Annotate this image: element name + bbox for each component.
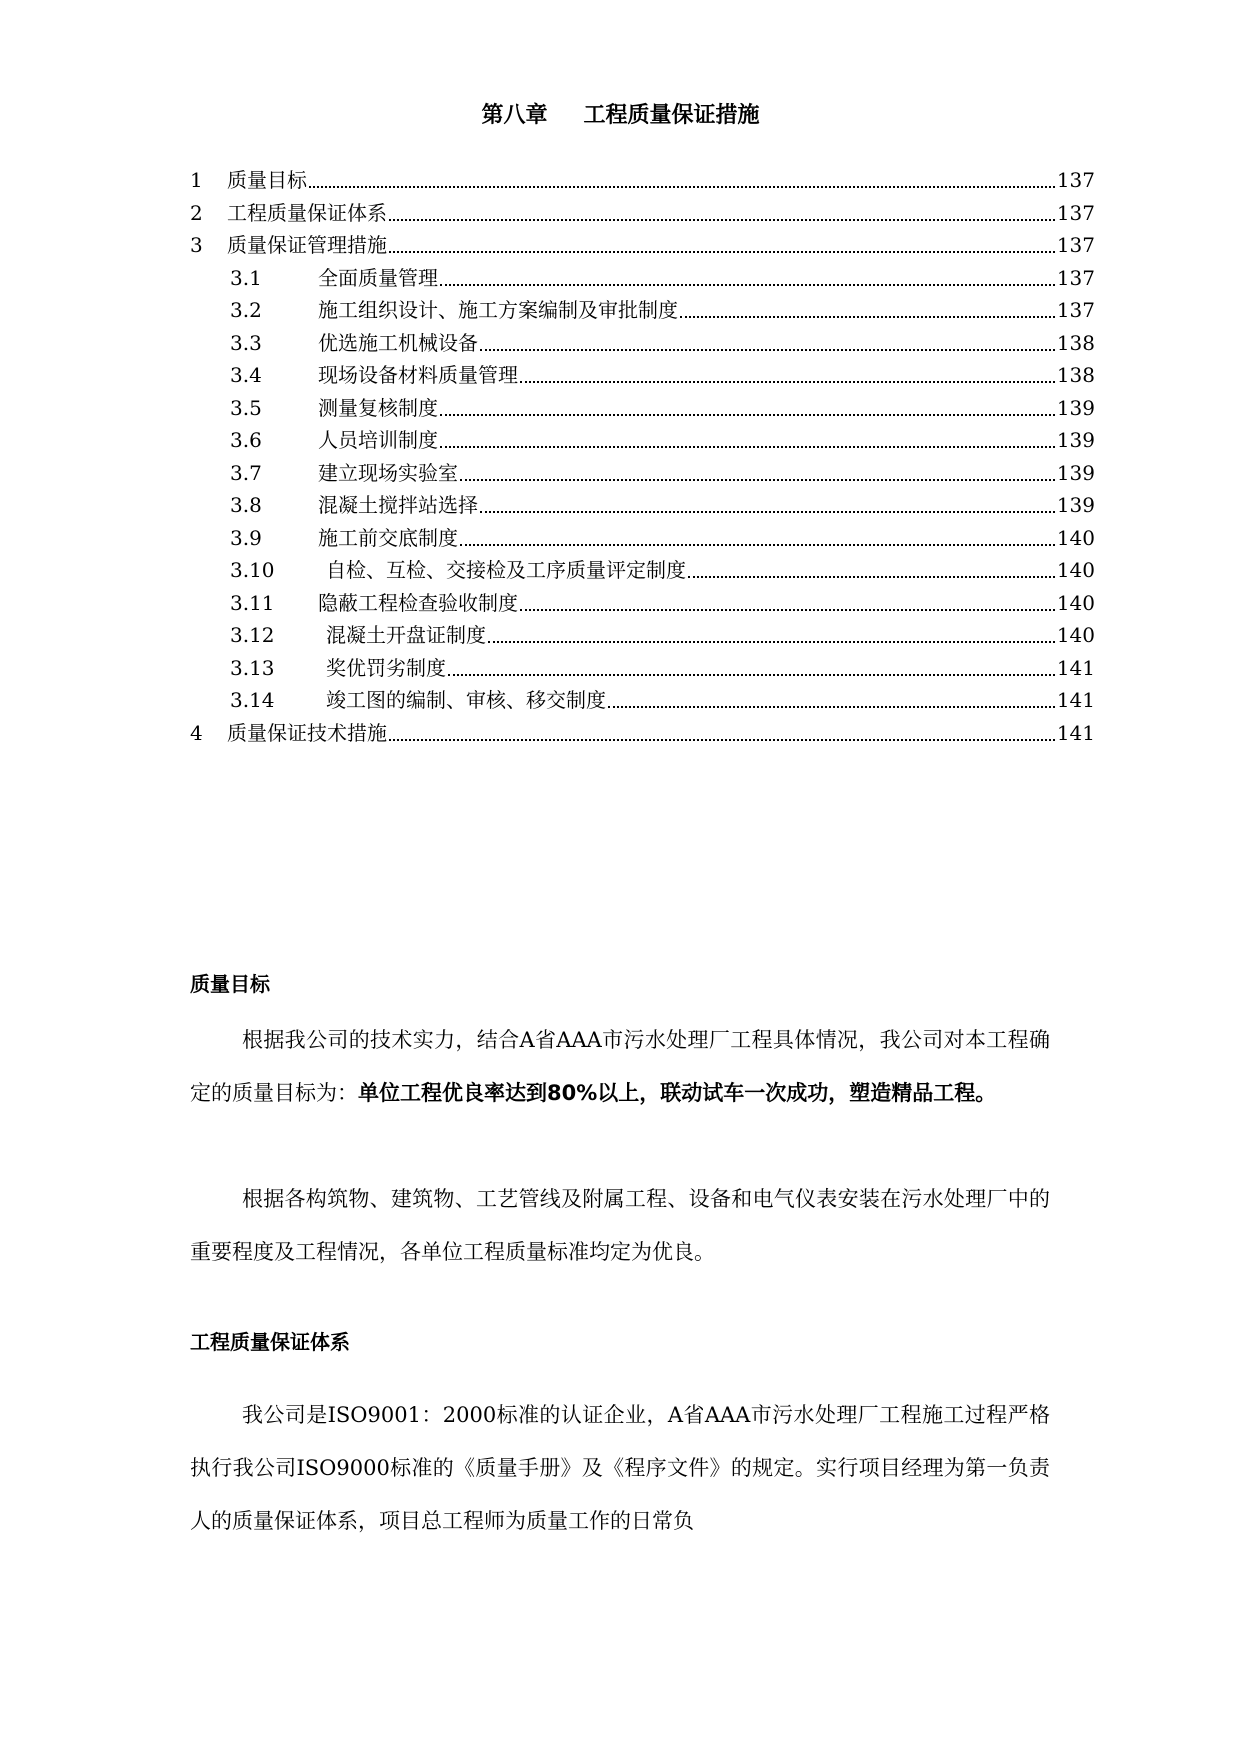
quality-goal-statement: 单位工程优良率达到80%以上，联动试车一次成功，塑造精品工程。 [358,1081,997,1105]
toc-entry[interactable] [190,587,1095,620]
toc-entry-number: 3.6 [230,428,262,452]
toc-entry-number: 3.9 [230,525,262,550]
toc-entry-label: 质量保证管理措施 [227,233,387,257]
toc-entry-number: 3.7 [230,460,262,485]
toc-leader [608,706,1055,708]
toc-leader [460,544,1055,546]
toc-entry[interactable] [190,164,1095,197]
toc-entry[interactable] [190,197,1095,230]
toc-entry-label: 施工组织设计、施工方案编制及审批制度 [318,298,678,322]
toc-entry-label: 建立现场实验室 [318,460,458,485]
toc-entry[interactable] [190,554,1095,587]
section-heading-quality-goal: 质量目标 [190,972,270,996]
toc-leader [440,446,1055,448]
toc-leader [688,576,1055,578]
table-of-contents [190,164,1095,749]
toc-entry-page: 139 [1056,460,1095,485]
toc-entry-number: 1 [190,168,203,192]
chapter-title [0,98,1241,129]
toc-entry-page: 141 [1056,720,1095,745]
toc-entry[interactable] [190,327,1095,360]
toc-entry-label: 隐蔽工程检查验收制度 [318,590,518,615]
toc-entry-page: 140 [1056,590,1095,615]
toc-entry[interactable] [190,522,1095,555]
toc-entry[interactable] [190,457,1095,490]
toc-entry-number: 3.8 [230,493,262,517]
toc-entry-number: 3.2 [230,298,262,322]
chapter-number: 第八章 [481,103,548,128]
toc-entry-page: 139 [1056,493,1095,517]
toc-leader [480,349,1055,351]
toc-entry-page: 140 [1056,623,1095,647]
toc-entry-page: 137 [1056,168,1095,192]
toc-leader [440,414,1055,416]
toc-entry-page: 137 [1056,265,1095,290]
toc-entry-label: 混凝土开盘证制度 [326,623,486,647]
toc-entry-page: 141 [1056,688,1095,712]
toc-entry-number: 3.10 [230,558,275,582]
toc-entry-number: 3.12 [230,623,275,647]
paragraph-assurance-system: 我公司是ISO9001：2000标准的认证企业，A省AAA市污水处理厂工程施工过程严格执行我公司ISO9000标准的《质量手册》及《程序文件》的规定。实行项目经理为第一负责人的质量保证体系，项目总工程师为质量工作的日常负 [190,1403,1050,1533]
toc-leader [389,739,1055,741]
toc-entry-label: 质量保证技术措施 [227,720,387,745]
toc-entry-page: 137 [1056,233,1095,257]
toc-leader [389,219,1055,221]
toc-entry-number: 3.13 [230,655,275,680]
toc-entry-page: 139 [1056,428,1095,452]
chapter-name: 工程质量保证措施 [583,103,760,128]
toc-entry-number: 3.14 [230,688,275,712]
toc-entry[interactable] [190,392,1095,425]
toc-entry[interactable] [190,229,1095,262]
toc-leader [488,641,1055,643]
toc-entry-page: 137 [1056,298,1095,322]
toc-entry-number: 3 [190,233,203,257]
toc-entry-number: 3.5 [230,395,262,420]
toc-leader [680,316,1055,318]
toc-entry-label: 竣工图的编制、审核、移交制度 [326,688,606,712]
toc-entry-number: 3.11 [230,590,275,615]
toc-leader [440,284,1055,286]
toc-leader [389,251,1055,253]
toc-entry-label: 测量复核制度 [318,395,438,420]
toc-entry-label: 施工前交底制度 [318,525,458,550]
toc-entry-label: 自检、互检、交接检及工序质量评定制度 [326,558,686,582]
paragraph-text: 根据我公司的技术实力，结合A省AAA市污水处理厂工程具体情况，我公司对本工程确定的质量目标为： [190,1028,1050,1105]
toc-entry-number: 2 [190,200,203,225]
toc-entry-page: 141 [1056,655,1095,680]
paragraph-quality-goal [190,1014,1050,1120]
toc-entry[interactable] [190,717,1095,750]
toc-entry[interactable] [190,424,1095,457]
toc-entry-page: 139 [1056,395,1095,420]
toc-entry[interactable] [190,359,1095,392]
paragraph-quality-standard: 根据各构筑物、建筑物、工艺管线及附属工程、设备和电气仪表安装在污水处理厂中的重要程度及工程情况，各单位工程质量标准均定为优良。 [190,1187,1050,1264]
toc-entry-page: 140 [1056,525,1095,550]
toc-entry-number: 3.1 [230,265,262,290]
toc-leader [460,479,1055,481]
toc-entry-label: 人员培训制度 [318,428,438,452]
toc-leader [520,609,1055,611]
toc-entry[interactable] [190,489,1095,522]
toc-entry-number: 3.3 [230,330,262,355]
toc-entry[interactable] [190,652,1095,685]
toc-entry-label: 工程质量保证体系 [227,200,387,225]
toc-entry-page: 138 [1056,330,1095,355]
toc-leader [520,381,1055,383]
toc-entry-number: 4 [190,720,203,745]
toc-entry-page: 138 [1056,363,1095,387]
toc-entry-label: 现场设备材料质量管理 [318,363,518,387]
toc-entry-label: 奖优罚劣制度 [326,655,446,680]
toc-entry-page: 140 [1056,558,1095,582]
toc-entry[interactable] [190,262,1095,295]
toc-leader [480,511,1055,513]
toc-entry-label: 质量目标 [227,168,307,192]
toc-entry-page: 137 [1056,200,1095,225]
toc-entry-number: 3.4 [230,363,262,387]
toc-entry[interactable] [190,684,1095,717]
toc-entry[interactable] [190,294,1095,327]
toc-entry[interactable] [190,619,1095,652]
toc-leader [448,674,1055,676]
toc-entry-label: 优选施工机械设备 [318,330,478,355]
toc-entry-label: 混凝土搅拌站选择 [318,493,478,517]
toc-leader [309,186,1055,188]
section-heading-assurance-system: 工程质量保证体系 [190,1330,350,1354]
toc-entry-label: 全面质量管理 [318,265,438,290]
